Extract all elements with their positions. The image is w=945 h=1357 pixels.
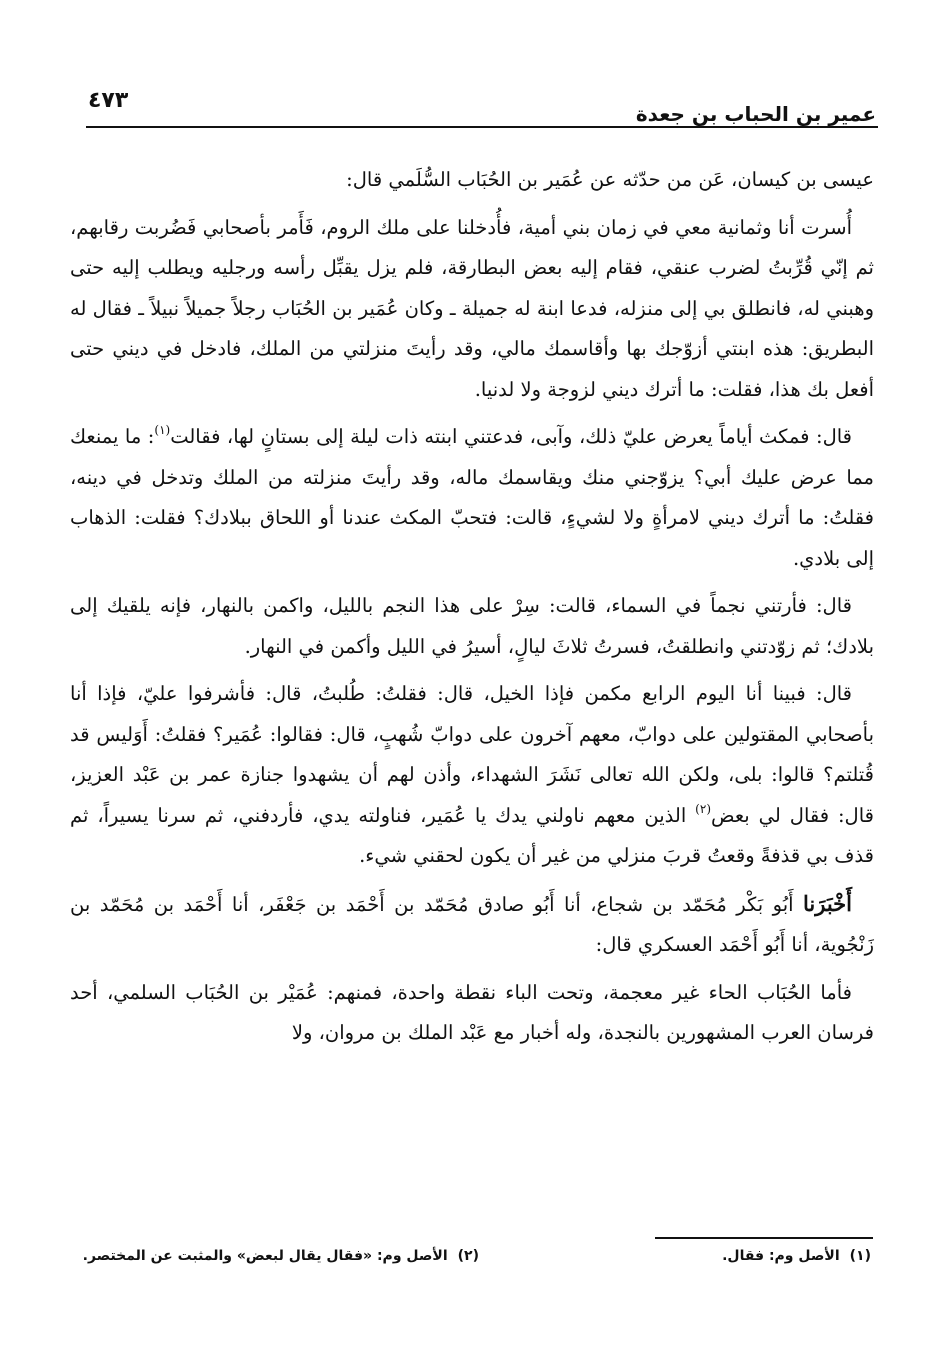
paragraph-5-text-a: قال: فبينا أنا اليوم الرابع مكمن فإذا الخيل، قال: فقلتُ: طُلبتُ، قال: فأشرفوا عليّ، فإذا أنا بأصحابي المقتولين على دوابّ، معهم آخرون على دوابّ شُهبٍ، قال: فقالوا: عُمَير؟ فقلتُ: أَوَليس قد قُتلتم؟ قالوا: بلى، ولكن الله تعالى نَشَرَ الشهداء، وأذن لهم أن يشهدوا جنازة عمر بن عَبْد العزيز، قال: فقال لي بعض (70, 682, 874, 827)
page-number: ٤٧٣ (88, 88, 129, 113)
footnote-1-number: (١) (849, 1248, 871, 1264)
running-title: عمير بن الحباب بن جعدة (635, 102, 876, 126)
footnote-rule (655, 1237, 873, 1239)
paragraph-1-text: عيسى بن كيسان، عَن من حدّثه عن عُمَير بن الحُبَاب السُّلَمي قال: (346, 168, 874, 191)
footnote-ref-1: (١) (154, 423, 171, 437)
paragraph-3-text-a: قال: فمكث أياماً يعرض عليّ ذلك، وآبى، فدعتني ابنته ذات ليلة إلى بستانٍ لها، فقالت (170, 425, 853, 448)
footnote-2-text: الأصل وم: «فقال يقال لبعض» والمثبت عن المختصر. (82, 1248, 448, 1264)
paragraph-4 (70, 586, 874, 667)
paragraph-5-text-b: الذين معهم ناولني يدك يا عُمَير، فناولته يدي، فأردفني، ثم سرنا يسيراً، ثم قذف بي قذفةً وقعتُ قربَ منزلي من غير أن يكون لحقني شيء. (70, 803, 874, 867)
paragraph-7-text: فأما الحُبَاب الحاء غير معجمة، وتحت الباء نقطة واحدة، فمنهم: عُمَيْر بن الحُبَاب السلمي، أحد فرسان العرب المشهورين بالنجدة، وله أخبار مع عَبْد الملك بن مروان، ولا (70, 980, 874, 1044)
paragraph-2 (70, 208, 874, 411)
footnote-2 (83, 1248, 479, 1264)
paragraph-4-text: قال: فأرتني نجماً في السماء، قالت: سِرْ على هذا النجم بالليل، واكمن بالنهار، فإنه يلقيك إلى بلادك؛ ثم زوّدتني وانطلقتُ، فسرتُ ثلاثَ ليالٍ، أسيرُ في الليل وأكمن في النهار. (70, 594, 874, 658)
footnote-ref-2: (٢) (695, 801, 711, 816)
body-text (70, 160, 874, 1061)
footnote-2-number: (٢) (457, 1248, 479, 1264)
paragraph-6 (70, 884, 874, 966)
paragraph-1 (70, 160, 874, 201)
header-rule (86, 126, 878, 128)
footnote-1 (722, 1248, 871, 1264)
page-header (86, 84, 876, 130)
paragraph-3-text-b: : ما يمنعك مما عرض عليك أبي؟ يزوّجني منك ويقاسمك ماله، وقد رأيتَ منزلته من الملك وتدخل في دينه، فقلتُ: ما أترك ديني لامرأةٍ ولا لشيءٍ، قالت: فتحبّ المكث عندنا أو اللحاق ببلادك؟ فقلت: الذهاب إلى بلادي. (70, 425, 874, 570)
paragraph-2-text: أُسرت أنا وثمانية معي في زمان بني أمية، فأُدخلنا على ملك الروم، فَأَمر بأصحابي فَضُربت رقابهم، ثم إنّي قُرِّبتُ لضرب عنقي، فقام إليه بعض البطارقة، فلم يزل يقبِّل رأسه ورجليه ويطلب إليه حتى وهبني له، فانطلق بي إلى منزله، فدعا ابنة له جميلة ـ وكان عُمَير بن الحُبَاب رجلاً جميلاً نبيلاً ـ فقال له البطريق: هذه ابنتي أزوّجك بها وأقاسمك مالي، وقد رأيتَ منزلتي من الملك، فادخل في ديني حتى أفعل بك هذا، فقلت: ما أترك ديني لزوجة ولا لدنيا. (70, 215, 874, 401)
footnotes (71, 1248, 871, 1278)
footnote-1-text: الأصل وم: فقال. (722, 1248, 840, 1264)
paragraph-6-text: أَبُو بَكْر مُحَمّد بن شجاع، أنا أَبُو صادق مُحَمّد بن أَحْمَد بن جَعْفَر، أنا أَحْمَد بن مُحَمّد بن زَنْجُوية، أنا أَبُو أَحْمَد العسكري قال: (70, 892, 874, 956)
paragraph-6-lead-word: أَخْبَرَنا (803, 890, 852, 916)
paragraph-3 (70, 417, 874, 579)
paragraph-7 (70, 973, 874, 1054)
paragraph-5 (70, 674, 874, 877)
